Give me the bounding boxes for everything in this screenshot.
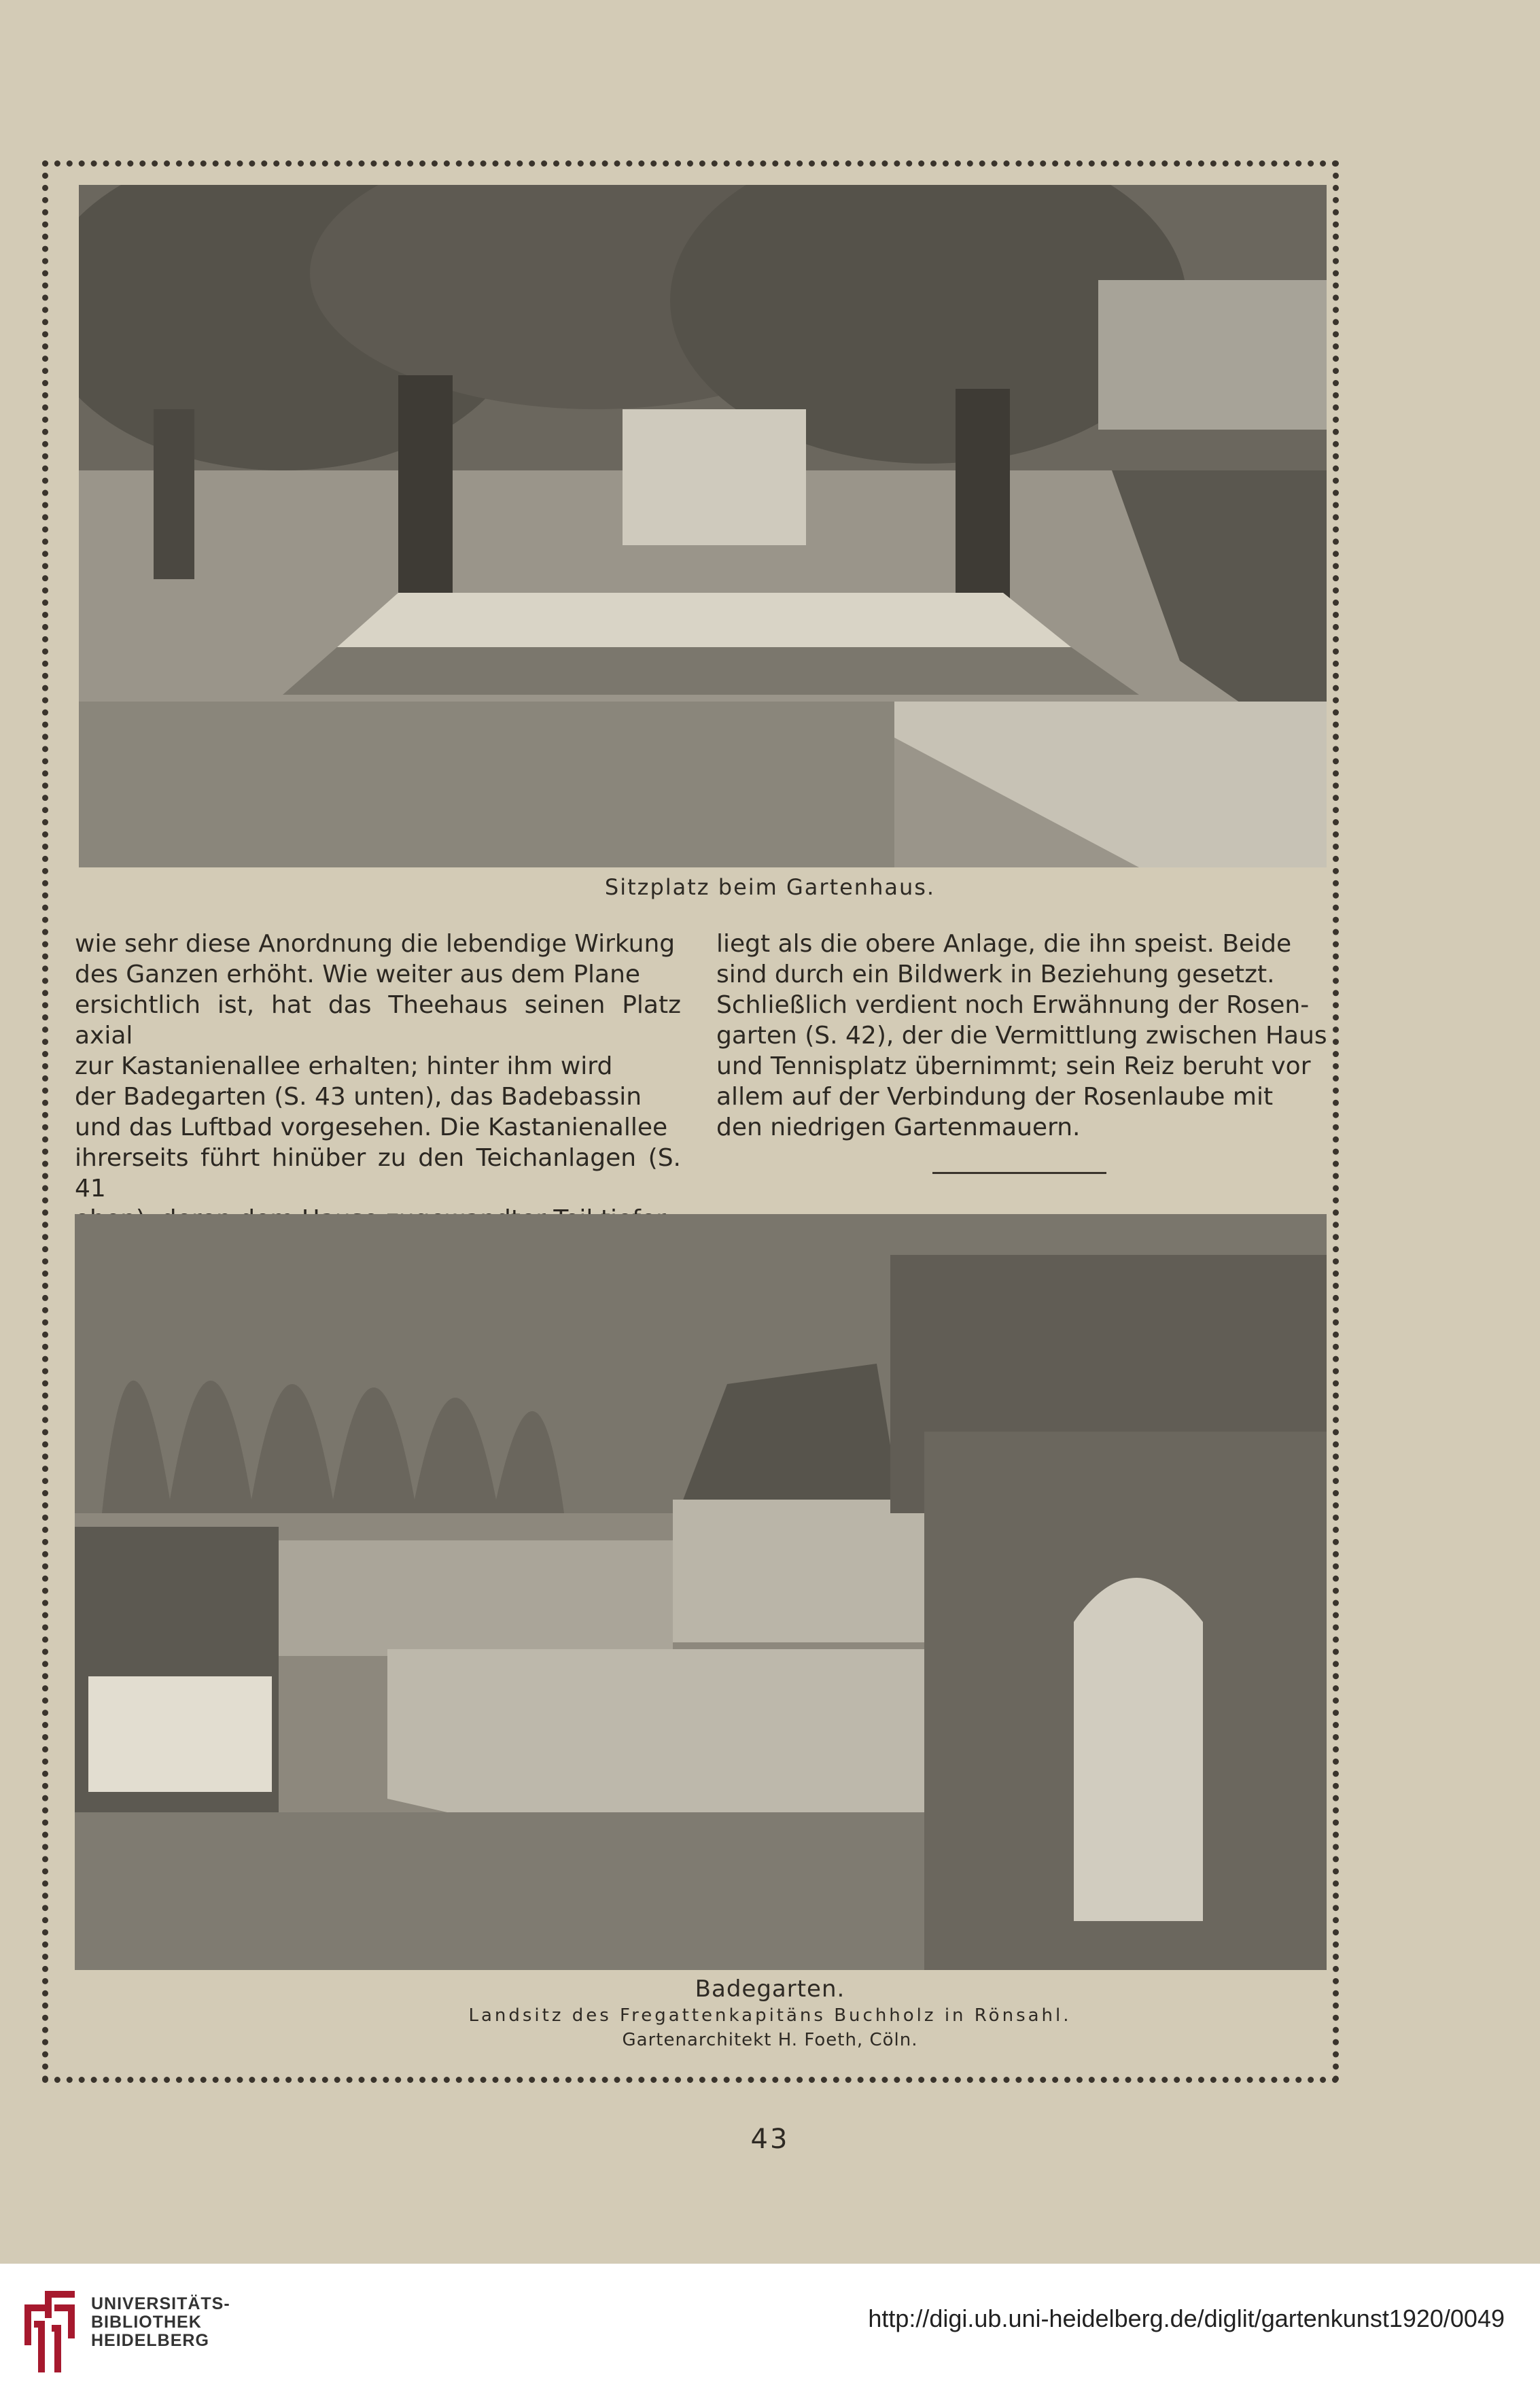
text-column-right xyxy=(716,929,1331,1143)
text-line: liegt als die obere Anlage, die ihn speist. Beide xyxy=(716,930,1292,958)
text-line: zur Kastanienallee erhalten; hinter ihm wird xyxy=(75,1052,613,1080)
page-number: 43 xyxy=(750,2124,790,2155)
text-column-left xyxy=(75,929,681,1234)
caption-bottom-line1: Landsitz des Fregattenkapitäns Buchholz in Rönsahl. xyxy=(468,2005,1072,2026)
caption-bottom-title: Badegarten. xyxy=(695,1975,845,2003)
source-url-link[interactable]: http://digi.ub.uni-heidelberg.de/diglit/gartenkunst1920/0049 xyxy=(868,2304,1505,2332)
photo-gartenhaus xyxy=(79,185,1327,867)
text-line: und das Luftbad vorgesehen. Die Kastanienallee xyxy=(75,1113,668,1141)
text-line: allem auf der Verbindung der Rosenlaube mit xyxy=(716,1083,1274,1111)
caption-bottom-line2: Gartenarchitekt H. Foeth, Cöln. xyxy=(622,2030,918,2050)
text-line: der Badegarten (S. 43 unten), das Badebassin xyxy=(75,1083,642,1111)
library-logo-icon xyxy=(24,2291,75,2372)
text-line: und Tennisplatz übernimmt; sein Reiz beruht vor xyxy=(716,1052,1311,1080)
caption-top: Sitzplatz beim Gartenhaus. xyxy=(604,874,936,900)
text-line: Schließlich verdient noch Erwähnung der Rosen- xyxy=(716,991,1310,1019)
photo-badegarten xyxy=(75,1214,1327,1970)
text-line: des Ganzen erhöht. Wie weiter aus dem Plane xyxy=(75,961,641,988)
text-line: den niedrigen Gartenmauern. xyxy=(716,1113,1081,1141)
text-line: sind durch ein Bildwerk in Beziehung gesetzt. xyxy=(716,961,1275,988)
text-line: wie sehr diese Anordnung die lebendige Wirkung xyxy=(75,930,676,958)
library-footer xyxy=(0,2264,1540,2401)
library-name xyxy=(91,2295,230,2350)
library-name-line: BIBLIOTHEK xyxy=(91,2313,202,2332)
library-name-line: UNIVERSITÄTS- xyxy=(91,2294,230,2313)
text-line: ihrerseits führt hinüber zu den Teichanlagen (S. 41 xyxy=(75,1144,681,1203)
text-line: ersichtlich ist, hat das Theehaus seinen Platz axial xyxy=(75,991,681,1050)
section-end-rule xyxy=(932,1172,1106,1174)
text-line: garten (S. 42), der die Vermittlung zwischen Haus xyxy=(716,1022,1327,1050)
library-name-line: HEIDELBERG xyxy=(91,2331,209,2350)
